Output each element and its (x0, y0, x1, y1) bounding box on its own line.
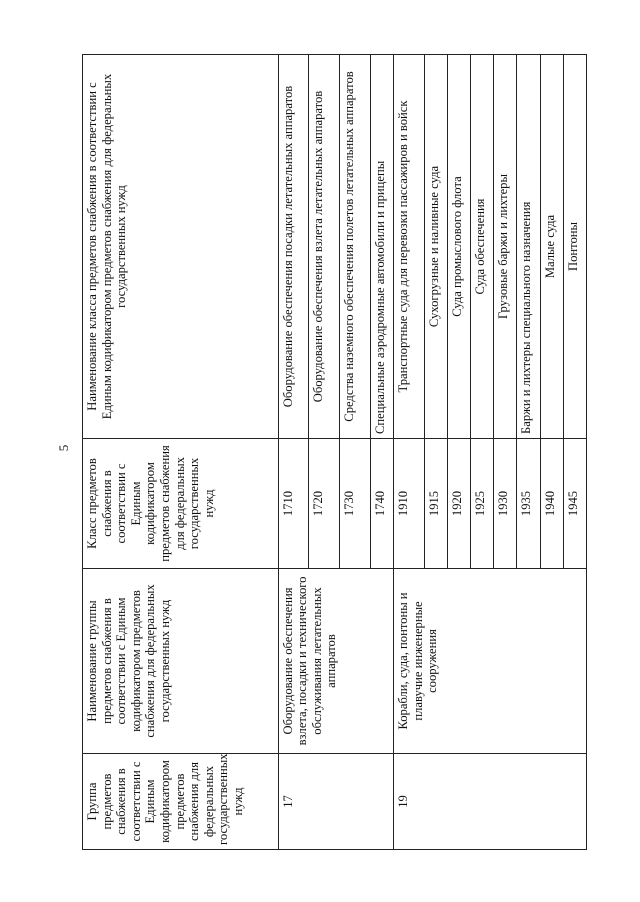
class-name-cell: Суда промыслового флота (447, 55, 470, 439)
header-group-name: Наименование группы предметов снабжения в соответствии с Единым кодификатором предметов снабжения для федеральных государственных нужд (83, 569, 279, 754)
rotated-page-content (82, 55, 587, 850)
class-code-cell: 1940 (540, 439, 563, 569)
supply-codes-table (82, 54, 587, 850)
class-name-cell: Понтоны (563, 55, 586, 439)
class-name-cell: Сухогрузные и наливные суда (424, 55, 447, 439)
class-code-cell: 1920 (447, 439, 470, 569)
group-name-cell: Оборудование обеспечения взлета, посадки и технического обслуживания летательных аппаратов (278, 569, 393, 754)
class-code-cell: 1740 (370, 439, 393, 569)
page-number: 5 (56, 444, 71, 452)
class-name-cell: Оборудование обеспечения взлета летательных аппаратов (309, 55, 340, 439)
class-name-cell: Грузовые баржи и лихтеры (494, 55, 517, 439)
table-row (394, 55, 425, 850)
class-code-cell: 1935 (517, 439, 540, 569)
class-code-cell: 1925 (471, 439, 494, 569)
header-group-code: Группа предметов снабжения в соответствии с Единым кодификатором предметов снабжения для федеральных государственных нужд (83, 754, 279, 850)
header-class-code: Класс предметов снабжения в соответствии с Единым кодификатором предметов снабжения для федеральных государственных нужд (83, 439, 279, 569)
class-name-cell: Баржи и лихтеры специального назначения (517, 55, 540, 439)
class-name-cell: Транспортные суда для перевозки пассажиров и войск (394, 55, 425, 439)
header-class-name: Наименование класса предметов снабжения в соответствии с Единым кодификатором предметов снабжения для федеральных государственных нужд (83, 55, 279, 439)
class-code-cell: 1930 (494, 439, 517, 569)
class-code-cell: 1720 (309, 439, 340, 569)
group-code-cell: 17 (278, 754, 393, 850)
class-name-cell: Малые суда (540, 55, 563, 439)
group-code-cell: 19 (394, 754, 587, 850)
group-name-cell: Корабли, суда, понтоны и плавучие инженерные сооружения (394, 569, 587, 754)
class-code-cell: 1945 (563, 439, 586, 569)
class-name-cell: Оборудование обеспечения посадки летательных аппаратов (278, 55, 309, 439)
class-code-cell: 1710 (278, 439, 309, 569)
class-name-cell: Специальные аэродромные автомобили и прицепы (370, 55, 393, 439)
class-name-cell: Средства наземного обеспечения полетов летательных аппаратов (340, 55, 371, 439)
header-row (83, 55, 279, 850)
class-code-cell: 1730 (340, 439, 371, 569)
class-code-cell: 1915 (424, 439, 447, 569)
class-code-cell: 1910 (394, 439, 425, 569)
table-row (278, 55, 309, 850)
class-name-cell: Суда обеспечения (471, 55, 494, 439)
